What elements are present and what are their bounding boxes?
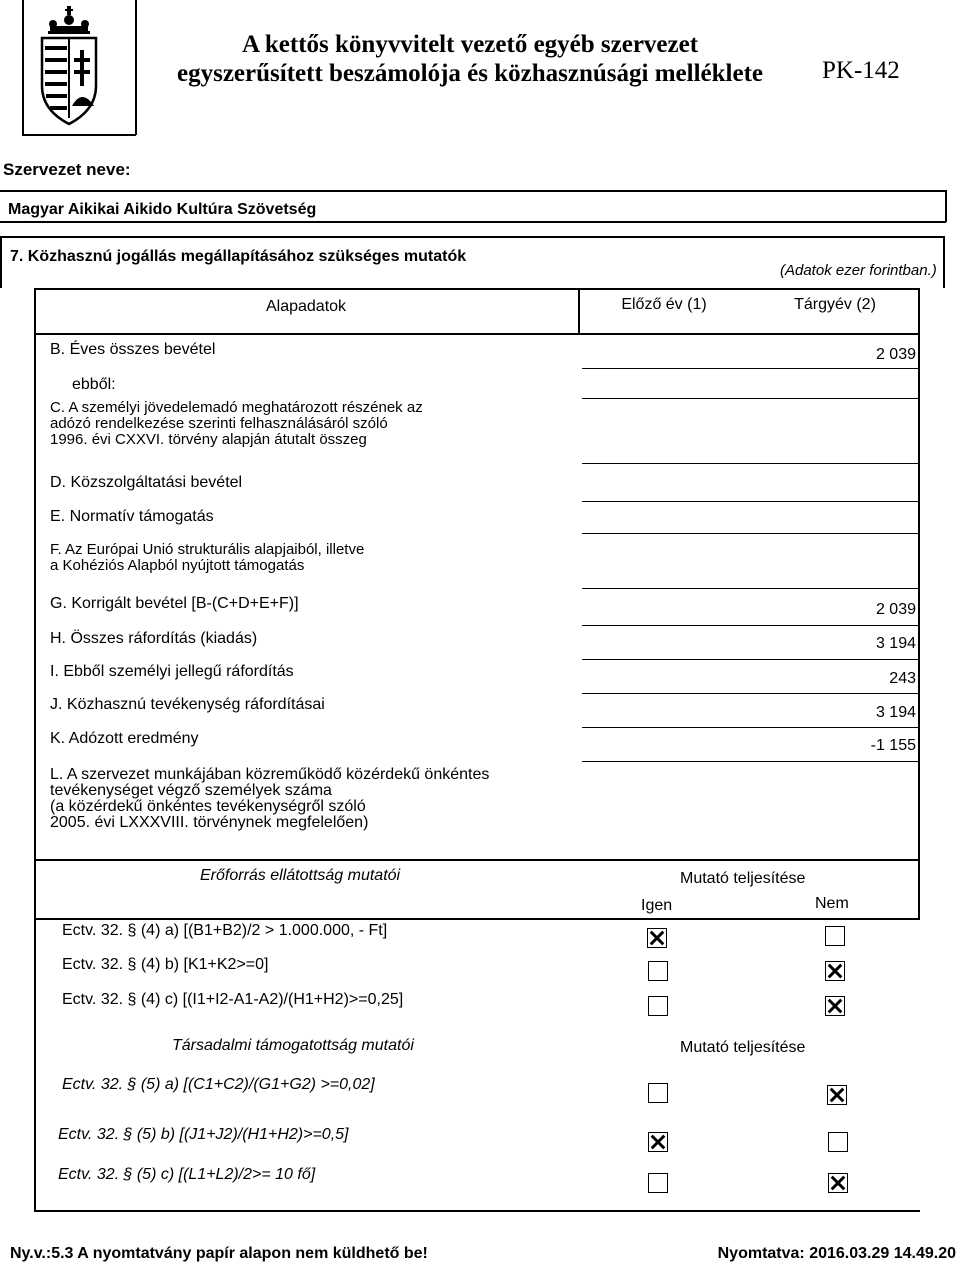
row-h-current: 3 194 — [875, 635, 916, 652]
support-item-2-yes-checkbox[interactable] — [648, 1132, 668, 1152]
support-item-3-no-checkbox[interactable] — [828, 1173, 848, 1193]
resources-item-1-yes-checkbox[interactable] — [647, 928, 667, 948]
resources-item-2-no-checkbox[interactable] — [825, 961, 845, 981]
row-l-label: L. A szervezet munkájában közreműködő közérdekű önkéntes tevékenységet végző személyek száma (a közérdekű önkéntes tevékenységről szóló 2005. évi LXXXVIII. törvénynek megfelelően) — [50, 766, 490, 831]
resources-item-2-yes-checkbox[interactable] — [648, 961, 668, 981]
row-j-current: 3 194 — [875, 704, 916, 721]
footer-version-note: Ny.v.:5.3 A nyomtatvány papír alapon nem küldhető be! — [10, 1245, 428, 1262]
x-mark-icon — [829, 1174, 847, 1192]
organization-name: Magyar Aikikai Aikido Kultúra Szövetség — [8, 201, 317, 218]
support-item-2-label: Ectv. 32. § (5) b) [(J1+J2)/(H1+H2)>=0,5] — [58, 1126, 349, 1143]
resources-title: Erőforrás ellátottság mutatói — [200, 867, 401, 884]
row-f-label: F. Az Európai Unió strukturális alapjaiból, illetve a Kohéziós Alapból nyújtott támogatás — [50, 541, 365, 574]
support-item-3-yes-checkbox[interactable] — [648, 1173, 668, 1193]
column-header-prev: Előző év (1) — [621, 296, 707, 313]
column-header-curr: Tárgyév (2) — [794, 296, 876, 313]
resources-yes-header: Igen — [641, 897, 673, 914]
support-item-2-no-checkbox[interactable] — [828, 1132, 848, 1152]
form-code: PK-142 — [822, 57, 900, 84]
footer-print-timestamp: Nyomtatva: 2016.03.29 14.49.20 — [717, 1245, 956, 1262]
row-k-label: K. Adózott eredmény — [50, 730, 199, 747]
support-title: Társadalmi támogatottság mutatói — [172, 1037, 414, 1054]
row-g-label: G. Korrigált bevétel [B-(C+D+E+F)] — [50, 595, 299, 612]
row-b-current: 2 039 — [875, 346, 916, 363]
x-mark-icon — [826, 962, 844, 980]
resources-no-header: Nem — [815, 895, 849, 912]
row-d-label: D. Közszolgáltatási bevétel — [50, 474, 243, 491]
support-item-1-no-checkbox[interactable] — [827, 1085, 847, 1105]
organization-label: Szervezet neve: — [3, 160, 131, 179]
row-ebbol-label: ebből: — [72, 376, 116, 393]
unit-note: (Adatok ezer forintban.) — [780, 262, 937, 279]
support-result-header: Mutató teljesítése — [680, 1039, 806, 1056]
form-title-line-2: egyszerűsített beszámolója és közhasznúsági melléklete — [177, 60, 763, 87]
row-i-label: I. Ebből személyi jellegű ráfordítás — [50, 663, 294, 680]
hungarian-coat-of-arms-icon — [36, 6, 102, 128]
column-header-base: Alapadatok — [265, 298, 347, 315]
coat-of-arms — [36, 6, 102, 128]
support-item-1-yes-checkbox[interactable] — [648, 1083, 668, 1103]
support-item-3-label: Ectv. 32. § (5) c) [(L1+L2)/2>= 10 fő] — [58, 1166, 316, 1183]
x-mark-icon — [828, 1086, 846, 1104]
x-mark-icon — [826, 997, 844, 1015]
row-g-current: 2 039 — [875, 601, 916, 618]
resources-result-header: Mutató teljesítése — [680, 870, 806, 887]
resources-item-1-no-checkbox[interactable] — [825, 926, 845, 946]
row-b-label: B. Éves összes bevétel — [50, 341, 216, 358]
resources-item-3-yes-checkbox[interactable] — [648, 996, 668, 1016]
row-e-label: E. Normatív támogatás — [50, 508, 214, 525]
form-title — [140, 30, 800, 88]
form-title-line-1: A kettős könyvvitelt vezető egyéb szervezet — [241, 31, 699, 58]
section-title: 7. Közhasznú jogállás megállapításához szükséges mutatók — [10, 248, 467, 265]
resources-item-2-label: Ectv. 32. § (4) b) [K1+K2>=0] — [62, 956, 269, 973]
resources-item-3-label: Ectv. 32. § (4) c) [(I1+I2-A1-A2)/(H1+H2)>=0,25] — [62, 991, 404, 1008]
x-mark-icon — [648, 929, 666, 947]
resources-item-3-no-checkbox[interactable] — [825, 996, 845, 1016]
row-c-label: C. A személyi jövedelemadó meghatározott részének az adózó rendelkezése szerinti felhasználásáról szóló 1996. évi CXXVI. törvény alapján átutalt összeg — [50, 399, 423, 448]
row-j-label: J. Közhasznú tevékenység ráfordításai — [50, 696, 325, 713]
support-item-1-label: Ectv. 32. § (5) a) [(C1+C2)/(G1+G2) >=0,02] — [62, 1076, 375, 1093]
row-k-current: -1 155 — [870, 737, 916, 754]
row-i-current: 243 — [889, 670, 916, 687]
resources-item-1-label: Ectv. 32. § (4) a) [(B1+B2)/2 > 1.000.000, - Ft] — [62, 922, 388, 939]
x-mark-icon — [649, 1133, 667, 1151]
row-h-label: H. Összes ráfordítás (kiadás) — [50, 630, 258, 647]
